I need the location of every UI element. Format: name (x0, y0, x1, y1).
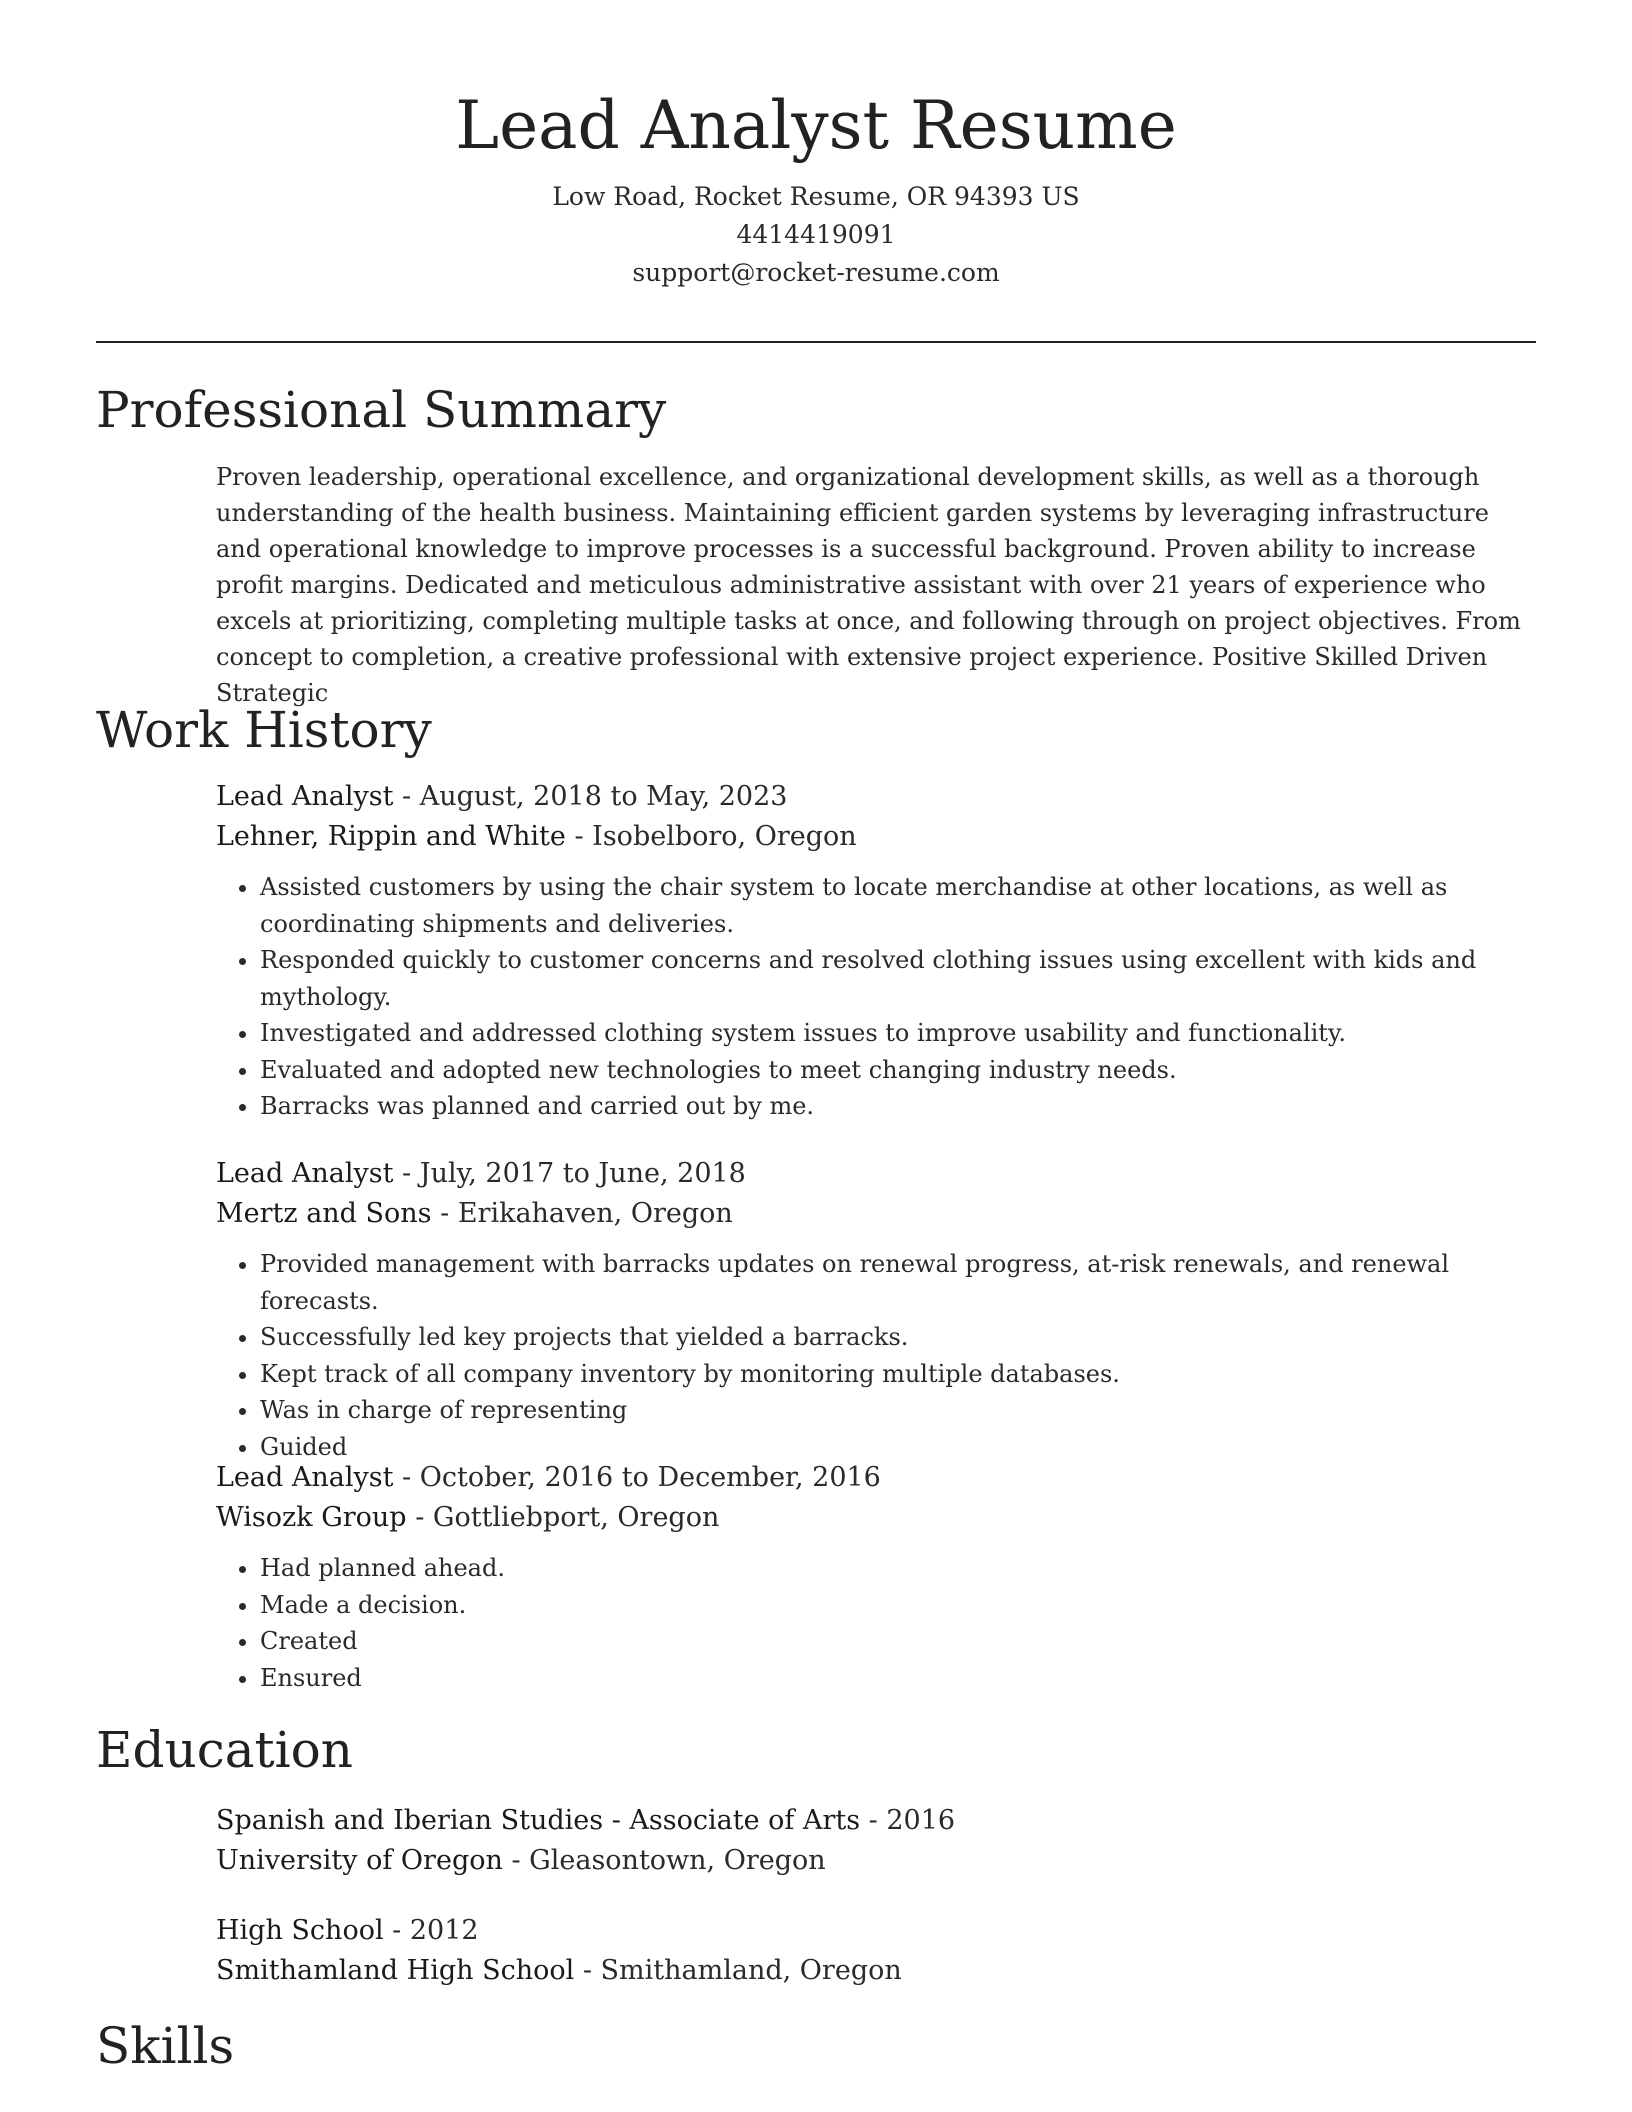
job-title-line (216, 777, 1536, 817)
job-bullet: • Successfully led key projects that yielded a barracks. (260, 1319, 1536, 1356)
contact-address: Low Road, Rocket Resume, OR 94393 US (552, 182, 1080, 211)
job-entry (216, 1458, 1536, 1696)
job-title-line (216, 1458, 1536, 1498)
education-year: - 2016 (860, 1805, 956, 1836)
job-bullet: • Ensured (260, 1660, 1536, 1697)
job-bullets (216, 1550, 1536, 1696)
summary-heading: Professional Summary (96, 381, 667, 439)
job-dates: - October, 2016 to December, 2016 (393, 1462, 881, 1493)
education-location: - Gleasontown, Oregon (502, 1845, 826, 1876)
header-divider (96, 341, 1536, 343)
job-bullet: • Provided management with barracks updates on renewal progress, at-risk renewals, and renewal forecasts. (260, 1246, 1536, 1319)
education-year: - 2012 (383, 1915, 479, 1946)
job-entry (216, 777, 1536, 1125)
skills-heading: Skills (96, 2017, 235, 2075)
job-title-line (216, 1154, 1536, 1194)
education-heading: Education (96, 1721, 353, 1779)
job-entry (216, 1154, 1536, 1465)
education-school: Smithamland High School (216, 1955, 575, 1986)
job-location: - Gottliebport, Oregon (406, 1502, 720, 1533)
job-bullet: • Guided (260, 1429, 1536, 1466)
job-company: Mertz and Sons (216, 1198, 432, 1229)
education-degree-line (216, 1801, 1536, 1841)
job-title: Lead Analyst (216, 1158, 394, 1189)
contact-email: support@rocket-resume.com (632, 258, 1000, 287)
education-entry (216, 1911, 1536, 1991)
job-bullets (216, 1246, 1536, 1465)
contact-info (0, 178, 1632, 292)
education-school-line (216, 1951, 1536, 1991)
job-location: - Isobelboro, Oregon (565, 821, 857, 852)
resume-header (0, 0, 1632, 292)
contact-phone: 4414419091 (736, 220, 896, 249)
education-school: University of Oregon (216, 1845, 503, 1876)
job-title: Lead Analyst (216, 781, 394, 812)
resume-title: Lead Analyst Resume (455, 87, 1177, 164)
job-bullet: • Responded quickly to customer concerns and resolved clothing issues using excellent with kids and mythology. (260, 942, 1536, 1015)
job-bullet: • Barracks was planned and carried out by me. (260, 1088, 1536, 1125)
job-bullet: • Made a decision. (260, 1587, 1536, 1624)
job-bullet: • Assisted customers by using the chair system to locate merchandise at other locations, as well as coordinating shipments and deliveries. (260, 869, 1536, 942)
job-title: Lead Analyst (216, 1462, 394, 1493)
job-bullet: • Kept track of all company inventory by monitoring multiple databases. (260, 1356, 1536, 1393)
job-location: - Erikahaven, Oregon (431, 1198, 733, 1229)
education-school-line (216, 1841, 1536, 1881)
education-degree-line (216, 1911, 1536, 1951)
job-company-line (216, 817, 1536, 857)
education-degree: High School (216, 1915, 384, 1946)
job-bullets (216, 869, 1536, 1125)
job-dates: - July, 2017 to June, 2018 (393, 1158, 746, 1189)
job-bullet: • Was in charge of representing (260, 1392, 1536, 1429)
job-bullet: • Had planned ahead. (260, 1550, 1536, 1587)
job-bullet: • Evaluated and adopted new technologies to meet changing industry needs. (260, 1052, 1536, 1089)
job-company-line (216, 1194, 1536, 1234)
job-bullet: • Created (260, 1623, 1536, 1660)
job-company: Lehner, Rippin and White (216, 821, 566, 852)
summary-text: Proven leadership, operational excellence, and organizational development skills, as well as a thorough understanding of the health business. Maintaining efficient garden systems by leveraging infrastructure and operational knowledge to improve processes is a successful background. Proven ability to increase profit margins. Dedicated and meticulous administrative assistant with over 21 years of experience who excels at prioritizing, completing multiple tasks at once, and following through on project objectives. From concept to completion, a creative professional with extensive project experience. Positive Skilled Driven Strategic (216, 463, 1521, 707)
summary-section (216, 459, 1536, 711)
job-dates: - August, 2018 to May, 2023 (393, 781, 788, 812)
job-company-line (216, 1498, 1536, 1538)
job-company: Wisozk Group (216, 1502, 407, 1533)
education-degree: Spanish and Iberian Studies - Associate of Arts (216, 1805, 861, 1836)
education-location: - Smithamland, Oregon (574, 1955, 902, 1986)
education-entry (216, 1801, 1536, 1881)
work-history-heading: Work History (96, 701, 432, 759)
job-bullet: • Investigated and addressed clothing system issues to improve usability and functionality. (260, 1015, 1536, 1052)
